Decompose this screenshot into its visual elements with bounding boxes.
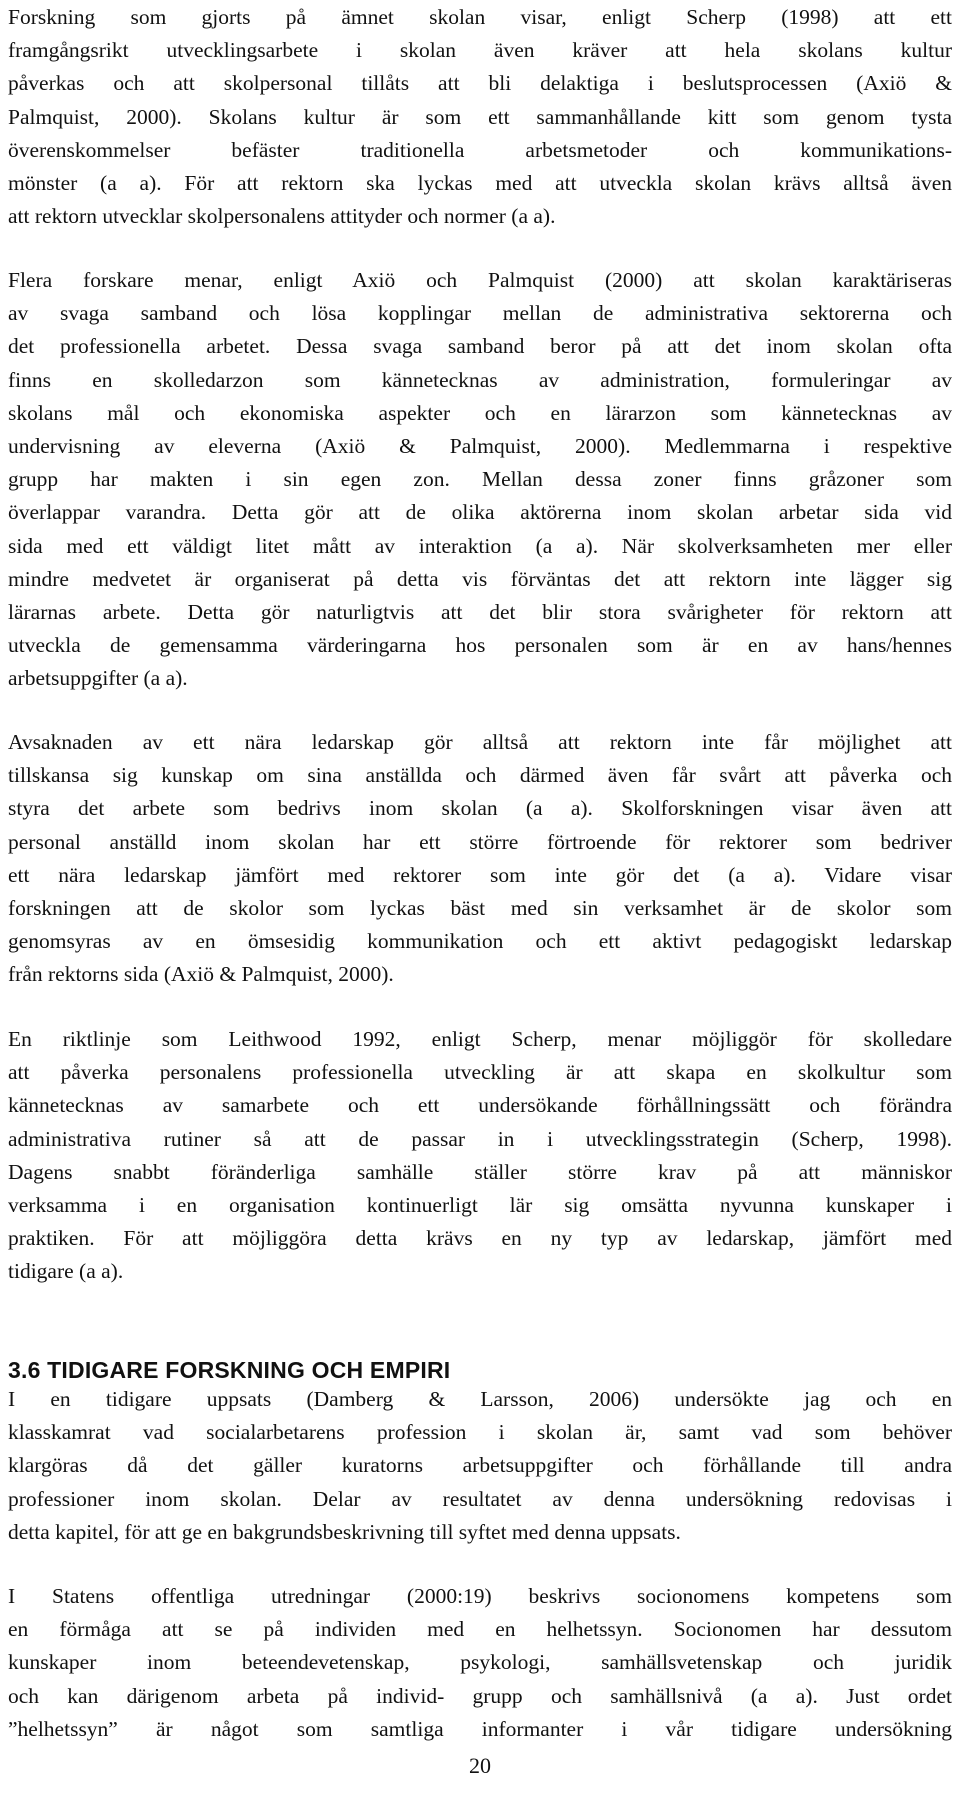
text-line: Dagens snabbt föränderliga samhälle ställer större krav på att människor [8, 1159, 952, 1184]
text-line: det professionella arbetet. Dessa svaga samband beror på att det inom skolan ofta [8, 334, 952, 359]
text-line: att rektorn utvecklar skolpersonalens attityder och normer (a a). [8, 204, 556, 229]
text-line: verksamma i en organisation kontinuerligt lär sig omsätta nyvunna kunskaper i [8, 1193, 952, 1218]
text-line: klasskamrat vad socialarbetarens profession i skolan är, samt vad som behöver [8, 1420, 952, 1445]
text-line: tillskansa sig kunskap om sina anställda och därmed även får svårt att påverka och [8, 763, 952, 788]
text-line: sida med ett väldigt litet mått av interaktion (a a). När skolverksamheten mer eller [8, 533, 952, 558]
text-line: Avsaknaden av ett nära ledarskap gör alltså att rektorn inte får möjlighet att [8, 730, 952, 754]
text-line: finns en skolledarzon som kännetecknas av administration, formuleringar av [8, 367, 952, 392]
text-line: överlappar varandra. Detta gör att de olika aktörerna inom skolan arbetar sida vid [8, 500, 952, 525]
text-line: mönster (a a). För att rektorn ska lyckas med att utveckla skolan krävs alltså även [8, 171, 952, 196]
text-line: forskningen att de skolor som lyckas bäst med sin verksamhet är de skolor som [8, 896, 952, 921]
text-line: lärarnas arbete. Detta gör naturligtvis att det blir stora svårigheter för rektorn att [8, 600, 952, 625]
text-line: undervisning av eleverna (Axiö & Palmquist, 2000). Medlemmarna i respektive [8, 434, 952, 459]
text-line: I en tidigare uppsats (Damberg & Larsson, 2006) undersökte jag och en [8, 1387, 952, 1411]
text-line: påverkas och att skolpersonal tillåts att bli delaktiga i beslutsprocessen (Axiö & [8, 71, 952, 96]
text-line: en förmåga att se på individen med en helhetssyn. Socionomen har dessutom [8, 1617, 952, 1642]
text-line: skolans mål och ekonomiska aspekter och en lärarzon som kännetecknas av [8, 400, 952, 425]
text-line: Forskning som gjorts på ämnet skolan visar, enligt Scherp (1998) att ett [8, 5, 952, 29]
text-line: framgångsrikt utvecklingsarbete i skolan även kräver att hela skolans kultur [8, 38, 952, 63]
text-line: mindre medvetet är organiserat på detta vis förväntas det att rektorn inte lägger sig [8, 566, 952, 591]
text-line: praktiken. För att möjliggöra detta krävs en ny typ av ledarskap, jämfört med [8, 1226, 952, 1251]
text-line: klargöras då det gäller kuratorns arbetsuppgifter och förhållande till andra [8, 1453, 952, 1478]
text-line: kunskaper inom beteendevetenskap, psykologi, samhällsvetenskap och juridik [8, 1650, 952, 1675]
text-line: En riktlinje som Leithwood 1992, enligt Scherp, menar möjliggör för skolledare [8, 1027, 952, 1051]
text-line: Palmquist, 2000). Skolans kultur är som ett sammanhållande kitt som genom tysta [8, 104, 952, 129]
paragraph-2 [8, 264, 952, 696]
paragraph-5 [8, 1383, 952, 1549]
page-number: 20 [469, 1753, 491, 1778]
text-line: tidigare (a a). [8, 1259, 124, 1284]
text-line: Flera forskare menar, enligt Axiö och Palmquist (2000) att skolan karaktäriseras [8, 268, 952, 292]
paragraph-3 [8, 726, 952, 992]
text-line: utveckla de gemensamma värderingarna hos personalen som är en av hans/hennes [8, 633, 952, 658]
text-line: och kan därigenom arbeta på individ- grupp och samhällsnivå (a a). Just ordet [8, 1683, 952, 1708]
text-line: detta kapitel, för att ge en bakgrundsbeskrivning till syftet med denna uppsats. [8, 1519, 681, 1544]
paragraph-4 [8, 1023, 952, 1289]
text-line: administrativa rutiner så att de passar in i utvecklingsstrategin (Scherp, 1998). [8, 1126, 952, 1151]
text-line: ett nära ledarskap jämfört med rektorer som inte gör det (a a). Vidare visar [8, 862, 952, 887]
text-line: styra det arbete som bedrivs inom skolan (a a). Skolforskningen visar även att [8, 796, 952, 821]
text-line: ”helhetssyn” är något som samtliga informanter i vår tidigare undersökning [8, 1716, 952, 1741]
text-line: av svaga samband och lösa kopplingar mellan de administrativa sektorerna och [8, 301, 952, 326]
text-line: kännetecknas av samarbete och ett undersökande förhållningssätt och förändra [8, 1093, 952, 1118]
text-line: grupp har makten i sin egen zon. Mellan dessa zoner finns gråzoner som [8, 467, 952, 492]
text-line: professioner inom skolan. Delar av resultatet av denna undersökning redovisas i [8, 1486, 952, 1511]
paragraph-1 [8, 1, 952, 233]
text-line: överenskommelser befäster traditionella arbetsmetoder och kommunikations- [8, 137, 952, 162]
text-line: arbetsuppgifter (a a). [8, 666, 188, 691]
text-line: att påverka personalens professionella utveckling är att skapa en skolkultur som [8, 1060, 952, 1085]
paragraph-6 [8, 1580, 952, 1746]
text-line: I Statens offentliga utredningar (2000:19) beskrivs socionomens kompetens som [8, 1584, 952, 1608]
section-heading: 3.6 TIDIGARE FORSKNING OCH EMPIRI [8, 1357, 451, 1383]
text-line: personal anställd inom skolan har ett större förtroende för rektorer som bedriver [8, 829, 952, 854]
text-line: från rektorns sida (Axiö & Palmquist, 2000). [8, 962, 394, 987]
text-line: genomsyras av en ömsesidig kommunikation och ett aktivt pedagogiskt ledarskap [8, 929, 952, 954]
